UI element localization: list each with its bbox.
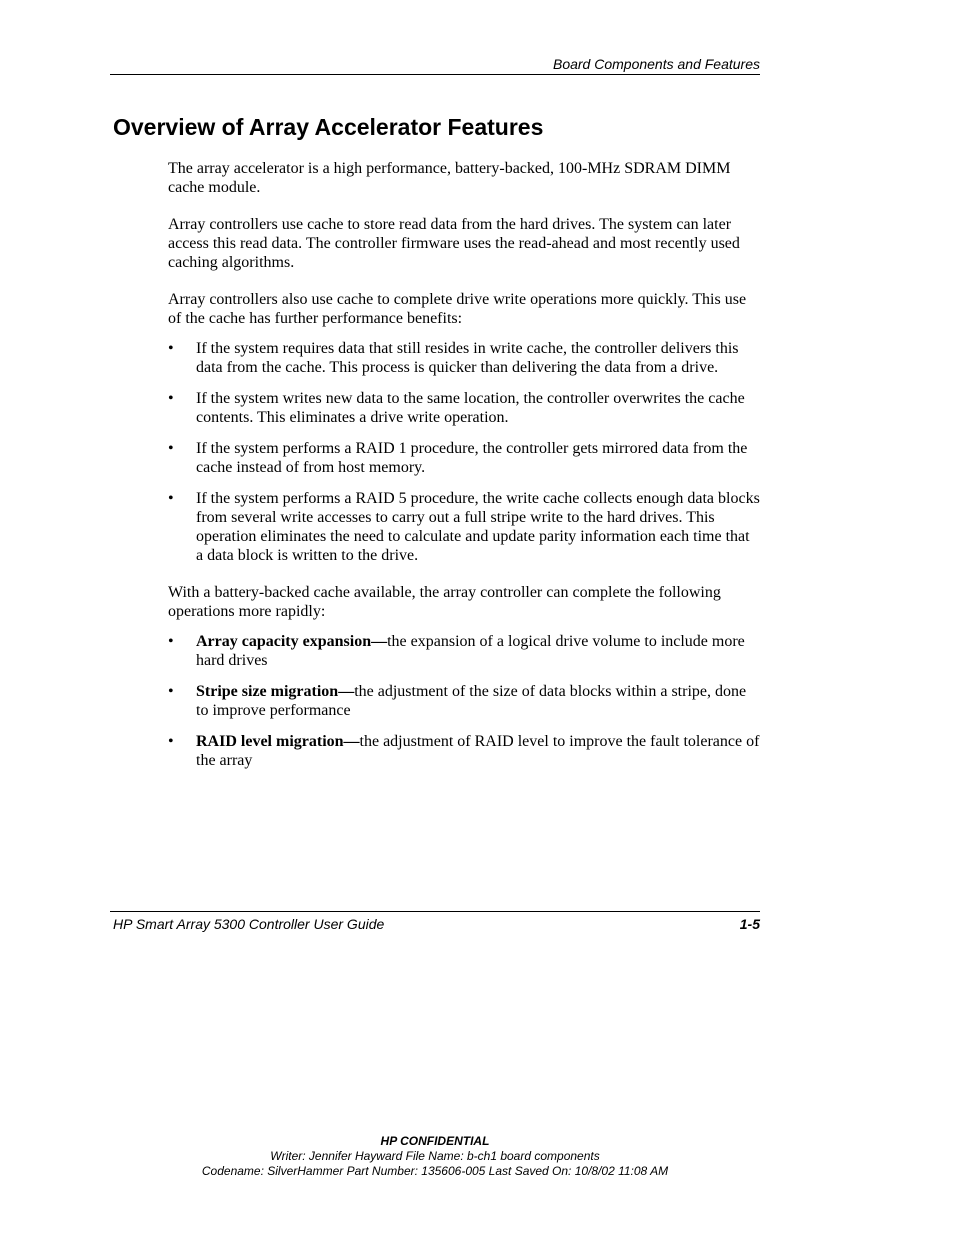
term: Array capacity expansion— [196,633,388,650]
term-description: the adjustment of the size of data blocks within a stripe, done to improve performance [196,683,747,719]
bullet-icon: • [168,733,174,750]
paragraph: The array accelerator is a high performance, battery-backed, 100-MHz SDRAM DIMM cache module. [168,160,731,196]
header-rule [110,74,760,75]
page-title: Overview of Array Accelerator Features [113,114,544,140]
term: Stripe size migration— [196,683,355,700]
confidential-title: HP CONFIDENTIAL [380,1134,490,1148]
list-item [168,489,760,565]
operations-list [168,632,760,770]
page-number: 1-5 [739,916,760,932]
list-item [168,389,760,427]
body-text [168,159,760,788]
term-description: the expansion of a logical drive volume to include more hard drives [196,633,745,669]
footer-rule [110,911,760,912]
bullet-icon: • [168,683,174,700]
list-item-text: If the system performs a RAID 5 procedure, the write cache collects enough data blocks from several write accesses to carry out a full stripe write to the hard drives. This operation eliminates the need to calculate and update parity information each time that a data block is written to the drive. [196,490,760,564]
paragraph: Array controllers also use cache to complete drive write operations more quickly. This use of the cache has further performance benefits: [168,291,747,327]
list-item-text: If the system requires data that still resides in write cache, the controller delivers this data from the cache. This process is quicker than delivering the data from a drive. [196,340,739,376]
bullet-icon: • [168,490,174,507]
list-item [168,732,760,770]
bullet-icon: • [168,390,174,407]
codename-line: Codename: SilverHammer Part Number: 135606-005 Last Saved On: 10/8/02 11:08 AM [201,1164,669,1178]
term-description: the adjustment of RAID level to improve the fault tolerance of the array [196,733,760,769]
list-item [168,439,760,477]
list-item [168,632,760,670]
list-item-text: If the system writes new data to the same location, the controller overwrites the cache contents. This eliminates a drive write operation. [196,390,745,426]
confidential-block [0,1134,870,1179]
list-item-text: If the system performs a RAID 1 procedure, the controller gets mirrored data from the cache instead of from host memory. [196,440,748,476]
paragraph: With a battery-backed cache available, the array controller can complete the following operations more rapidly: [168,584,721,620]
footer-guide-title: HP Smart Array 5300 Controller User Guide [113,916,385,932]
bullet-icon: • [168,633,174,650]
list-item [168,682,760,720]
term: RAID level migration— [196,733,360,750]
list-item [168,339,760,377]
paragraph: Array controllers use cache to store read data from the hard drives. The system can later access this read data. The controller firmware uses the read-ahead and most recently used caching algorithms. [168,216,740,271]
benefits-list [168,339,760,565]
bullet-icon: • [168,340,174,357]
bullet-icon: • [168,440,174,457]
running-header: Board Components and Features [552,56,760,72]
writer-line: Writer: Jennifer Hayward File Name: b-ch1 board components [270,1149,600,1163]
